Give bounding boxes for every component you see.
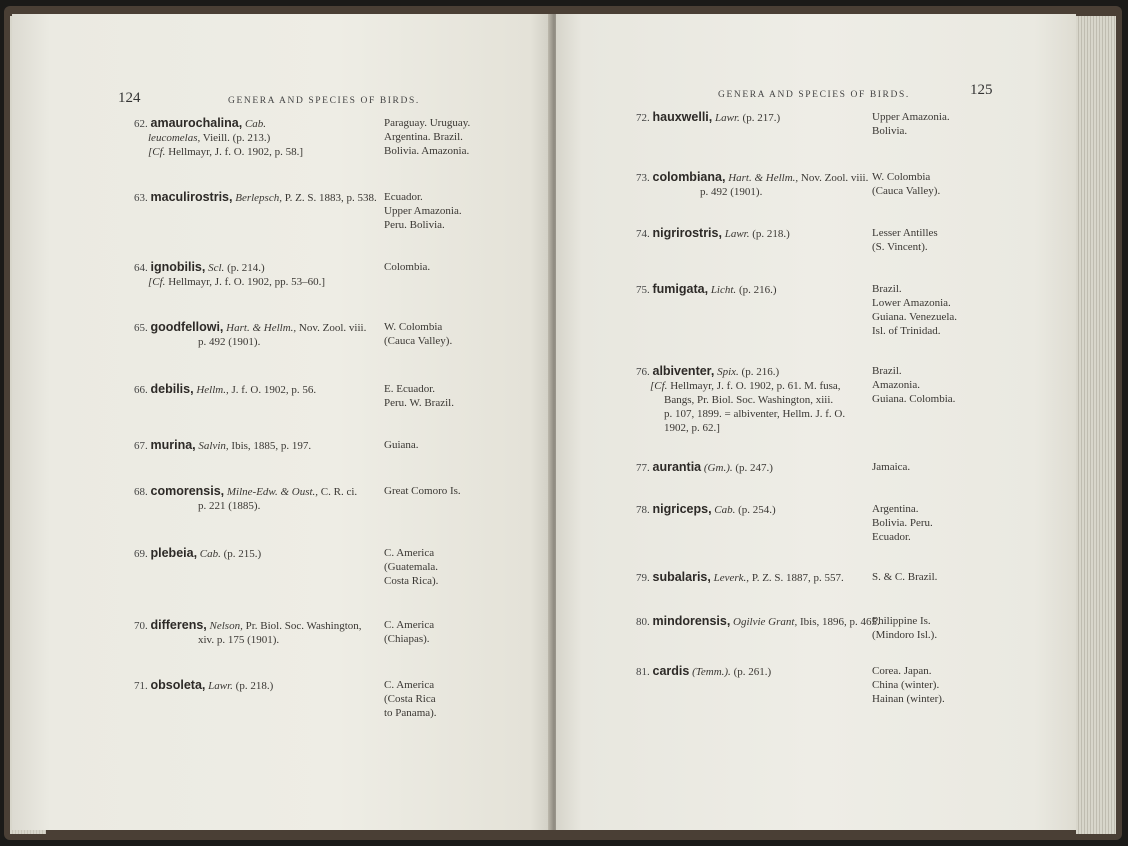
species-authority: Lawr. — [724, 228, 750, 240]
entry-continuation — [134, 633, 362, 647]
distribution — [872, 170, 940, 198]
entry-text — [134, 678, 273, 693]
distribution-line: Jamaica. — [872, 461, 911, 473]
entry-first-line — [134, 618, 362, 633]
distribution-line: Guiana. — [384, 439, 419, 451]
distribution-line: (Guatemala. — [384, 561, 439, 573]
species-authority: Cab. — [244, 118, 267, 130]
entry-number: 77. — [636, 462, 650, 474]
entry-number: 70. — [134, 620, 148, 632]
distribution — [872, 570, 937, 584]
entry-number: 62. — [134, 118, 148, 130]
distribution — [384, 320, 452, 348]
distribution-line: Argentina. — [872, 503, 919, 515]
distribution-line: Peru. Bolivia. — [384, 219, 445, 231]
reference: Pr. Biol. Soc. Washington, — [245, 620, 362, 632]
entry-first-line — [636, 502, 776, 517]
continuation-text: Hellmayr, J. f. O. 1902, p. 58.] — [168, 146, 304, 158]
distribution-line: Lower Amazonia. — [872, 297, 951, 309]
entry-number: 74. — [636, 228, 650, 240]
entry-text — [134, 260, 325, 289]
distribution-line: Philippine Is. — [872, 615, 931, 627]
continuation-text: p. 492 (1901). — [198, 336, 261, 348]
distribution-line: W. Colombia — [872, 171, 931, 183]
distribution — [872, 502, 933, 544]
distribution-line: Bolivia. Amazonia. — [384, 145, 470, 157]
entry-first-line — [134, 382, 316, 397]
distribution-line: (Cauca Valley). — [384, 335, 453, 347]
entry-text — [134, 484, 357, 513]
species-authority: Ogilvie Grant, — [733, 616, 798, 628]
distribution — [872, 614, 937, 642]
species-authority: Hellm., — [196, 384, 229, 396]
distribution-line: Brazil. — [872, 283, 902, 295]
continuation-text: p. 221 (1885). — [198, 500, 261, 512]
distribution — [872, 664, 945, 706]
reference: (p. 215.) — [223, 548, 262, 560]
entry-text — [636, 170, 868, 199]
distribution-line: (Chiapas). — [384, 633, 430, 645]
entry-continuation — [636, 379, 845, 393]
reference: J. f. O. 1902, p. 56. — [231, 384, 317, 396]
entry-text — [636, 226, 790, 241]
species-authority: Lawr. — [715, 112, 740, 124]
entry-first-line — [636, 614, 880, 629]
species-authority: Nelson, — [209, 620, 243, 632]
reference: (p. 254.) — [738, 504, 776, 516]
entry-first-line — [134, 116, 303, 131]
synonym-or-citation: leucomelas, — [148, 132, 201, 144]
species-name: subalaris, — [652, 570, 711, 584]
reference: (p. 217.) — [742, 112, 781, 124]
distribution-line: W. Colombia — [384, 321, 443, 333]
entry-text — [636, 570, 844, 585]
reference: P. Z. S. 1883, p. 538. — [284, 192, 377, 204]
entry-continuation — [636, 407, 845, 421]
entry-first-line — [636, 282, 777, 297]
entry-first-line — [134, 260, 325, 275]
distribution-line: Paraguay. Uruguay. — [384, 117, 471, 129]
species-authority: Hart. & Hellm., — [226, 322, 297, 334]
entry-number: 78. — [636, 504, 650, 516]
distribution-line: C. America — [384, 547, 435, 559]
reference: P. Z. S. 1887, p. 557. — [751, 572, 844, 584]
entry-first-line — [134, 546, 261, 561]
reference: Nov. Zool. viii. — [298, 322, 367, 334]
entry-number: 71. — [134, 680, 148, 692]
continuation-text: Hellmayr, J. f. O. 1902, p. 61. M. fusa, — [670, 380, 841, 392]
entry-first-line — [636, 570, 844, 585]
reference: (p. 218.) — [235, 680, 274, 692]
entry-continuation — [134, 145, 303, 159]
entry-text — [636, 460, 773, 475]
distribution-line: China (winter). — [872, 679, 940, 691]
distribution-line: C. America — [384, 619, 435, 631]
species-name: hauxwelli, — [652, 110, 713, 124]
continuation-text: p. 492 (1901). — [700, 186, 763, 198]
distribution-line: Corea. Japan. — [872, 665, 932, 677]
right-page-edges — [1076, 16, 1116, 834]
species-name: obsoleta, — [150, 678, 206, 692]
continuation-text: Hellmayr, J. f. O. 1902, pp. 53–60.] — [168, 276, 326, 288]
entry-text — [636, 364, 845, 435]
distribution-line: Upper Amazonia. — [872, 111, 950, 123]
distribution — [384, 484, 461, 498]
right-page — [556, 14, 1076, 830]
entry-text — [134, 320, 366, 349]
species-name: ignobilis, — [150, 260, 206, 274]
reference: (p. 247.) — [735, 462, 773, 474]
distribution-line: Guiana. Colombia. — [872, 393, 956, 405]
entry-text — [134, 116, 303, 159]
entry-number: 72. — [636, 112, 650, 124]
reference: (p. 214.) — [227, 262, 265, 274]
entry-continuation — [636, 421, 845, 435]
entry-number: 65. — [134, 322, 148, 334]
distribution-line: E. Ecuador. — [384, 383, 436, 395]
distribution-line: S. & C. Brazil. — [872, 571, 938, 583]
entry-number: 76. — [636, 366, 650, 378]
distribution-line: Argentina. Brazil. — [384, 131, 463, 143]
distribution — [872, 460, 910, 474]
distribution-line: Amazonia. — [872, 379, 920, 391]
running-header: GENERA AND SPECIES OF BIRDS. — [228, 96, 420, 106]
distribution — [872, 282, 957, 338]
species-name: comorensis, — [150, 484, 225, 498]
reference: (p. 216.) — [741, 366, 780, 378]
entry-number: 66. — [134, 384, 148, 396]
distribution-line: (Costa Rica — [384, 693, 436, 705]
species-authority: (Gm.). — [703, 462, 733, 474]
species-authority: Lawr. — [208, 680, 233, 692]
continuation-text: 1902, p. 62.] — [664, 422, 720, 434]
entry-continuation — [134, 335, 366, 349]
distribution-line: Isl. of Trinidad. — [872, 325, 941, 337]
species-authority: Cab. — [714, 504, 736, 516]
entry-continuation — [134, 499, 357, 513]
distribution-line: Lesser Antilles — [872, 227, 938, 239]
distribution-line: Guiana. Venezuela. — [872, 311, 958, 323]
synonym-or-citation: [Cf. — [148, 276, 166, 288]
distribution — [872, 226, 938, 254]
continuation-text: Vieill. (p. 213.) — [202, 132, 271, 144]
synonym-or-citation: [Cf. — [148, 146, 166, 158]
distribution-line: (S. Vincent). — [872, 241, 928, 253]
distribution-line: Costa Rica). — [384, 575, 439, 587]
species-name: maculirostris, — [150, 190, 233, 204]
distribution — [384, 382, 454, 410]
entry-first-line — [636, 364, 845, 379]
distribution — [384, 260, 430, 274]
species-name: albiventer, — [652, 364, 715, 378]
entry-continuation — [636, 185, 868, 199]
entry-number: 69. — [134, 548, 148, 560]
entry-number: 64. — [134, 262, 148, 274]
distribution-line: C. America — [384, 679, 435, 691]
entry-continuation — [636, 393, 845, 407]
entry-number: 81. — [636, 666, 650, 678]
distribution-line: Peru. W. Brazil. — [384, 397, 454, 409]
entry-first-line — [134, 320, 366, 335]
page-number: 124 — [118, 90, 141, 106]
species-authority: Berlepsch, — [235, 192, 282, 204]
entry-continuation — [134, 131, 303, 145]
entry-first-line — [636, 170, 868, 185]
entry-first-line — [636, 460, 773, 475]
distribution-line: Brazil. — [872, 365, 902, 377]
distribution-line: Hainan (winter). — [872, 693, 945, 705]
species-authority: Spix. — [717, 366, 739, 378]
entry-first-line — [134, 484, 357, 499]
reference: (p. 261.) — [733, 666, 772, 678]
distribution — [384, 116, 470, 158]
synonym-or-citation: [Cf. — [650, 380, 668, 392]
species-name: debilis, — [150, 382, 194, 396]
species-authority: Leverk., — [713, 572, 750, 584]
entry-first-line — [636, 664, 771, 679]
species-name: goodfellowi, — [150, 320, 224, 334]
entry-number: 73. — [636, 172, 650, 184]
species-authority: Scl. — [208, 262, 225, 274]
reference: (p. 218.) — [752, 228, 790, 240]
entry-first-line — [134, 438, 311, 453]
entry-text — [134, 546, 261, 561]
species-name: nigrirostris, — [652, 226, 722, 240]
distribution-line: to Panama). — [384, 707, 437, 719]
entry-text — [134, 438, 311, 453]
species-authority: Milne-Edw. & Oust., — [226, 486, 319, 498]
distribution — [384, 190, 462, 232]
distribution-line: Ecuador. — [872, 531, 911, 543]
distribution — [384, 438, 419, 452]
entry-text — [636, 502, 776, 517]
entry-number: 75. — [636, 284, 650, 296]
entry-text — [636, 282, 777, 297]
species-name: colombiana, — [652, 170, 726, 184]
entry-number: 67. — [134, 440, 148, 452]
entry-number: 79. — [636, 572, 650, 584]
distribution-line: Great Comoro Is. — [384, 485, 461, 497]
entry-continuation — [134, 275, 325, 289]
entry-first-line — [134, 190, 377, 205]
distribution-line: Colombia. — [384, 261, 431, 273]
entry-number: 68. — [134, 486, 148, 498]
reference: Nov. Zool. viii. — [800, 172, 869, 184]
left-page — [12, 14, 552, 830]
distribution — [384, 546, 438, 588]
species-authority: Cab. — [199, 548, 221, 560]
species-name: differens, — [150, 618, 207, 632]
entry-text — [636, 664, 771, 679]
entry-first-line — [134, 678, 273, 693]
reference: Ibis, 1885, p. 197. — [231, 440, 312, 452]
entry-first-line — [636, 226, 790, 241]
entry-number: 63. — [134, 192, 148, 204]
continuation-text: xiv. p. 175 (1901). — [198, 634, 280, 646]
species-name: amaurochalina, — [150, 116, 243, 130]
running-header: GENERA AND SPECIES OF BIRDS. — [718, 90, 910, 100]
distribution-line: Ecuador. — [384, 191, 423, 203]
species-authority: Salvin, — [198, 440, 229, 452]
continuation-text: p. 107, 1899. = albiventer, Hellm. J. f. O. — [664, 408, 846, 420]
entry-number: 80. — [636, 616, 650, 628]
distribution-line: Upper Amazonia. — [384, 205, 462, 217]
distribution — [384, 678, 437, 720]
page-number: 125 — [970, 82, 993, 98]
distribution-line: Bolivia. Peru. — [872, 517, 933, 529]
distribution — [872, 364, 955, 406]
distribution — [384, 618, 434, 646]
species-name: nigriceps, — [652, 502, 712, 516]
reference: C. R. ci. — [320, 486, 358, 498]
entry-text — [134, 382, 316, 397]
reference: Ibis, 1896, p. 465. — [799, 616, 880, 628]
species-name: mindorensis, — [652, 614, 731, 628]
species-name: plebeia, — [150, 546, 198, 560]
reference: (p. 216.) — [738, 284, 777, 296]
entry-text — [134, 618, 362, 647]
species-name: fumigata, — [652, 282, 709, 296]
entry-first-line — [636, 110, 780, 125]
species-authority: (Temm.). — [692, 666, 731, 678]
species-authority: Hart. & Hellm., — [728, 172, 799, 184]
distribution — [872, 110, 950, 138]
species-authority: Licht. — [710, 284, 737, 296]
distribution-line: (Cauca Valley). — [872, 185, 941, 197]
entry-text — [636, 110, 780, 125]
species-name: murina, — [150, 438, 196, 452]
distribution-line: Bolivia. — [872, 125, 908, 137]
continuation-text: Bangs, Pr. Biol. Soc. Washington, xiii. — [664, 394, 834, 406]
distribution-line: (Mindoro Isl.). — [872, 629, 938, 641]
entry-text — [134, 190, 377, 205]
species-name: cardis — [652, 664, 690, 678]
species-name: aurantia — [652, 460, 702, 474]
entry-text — [636, 614, 880, 629]
